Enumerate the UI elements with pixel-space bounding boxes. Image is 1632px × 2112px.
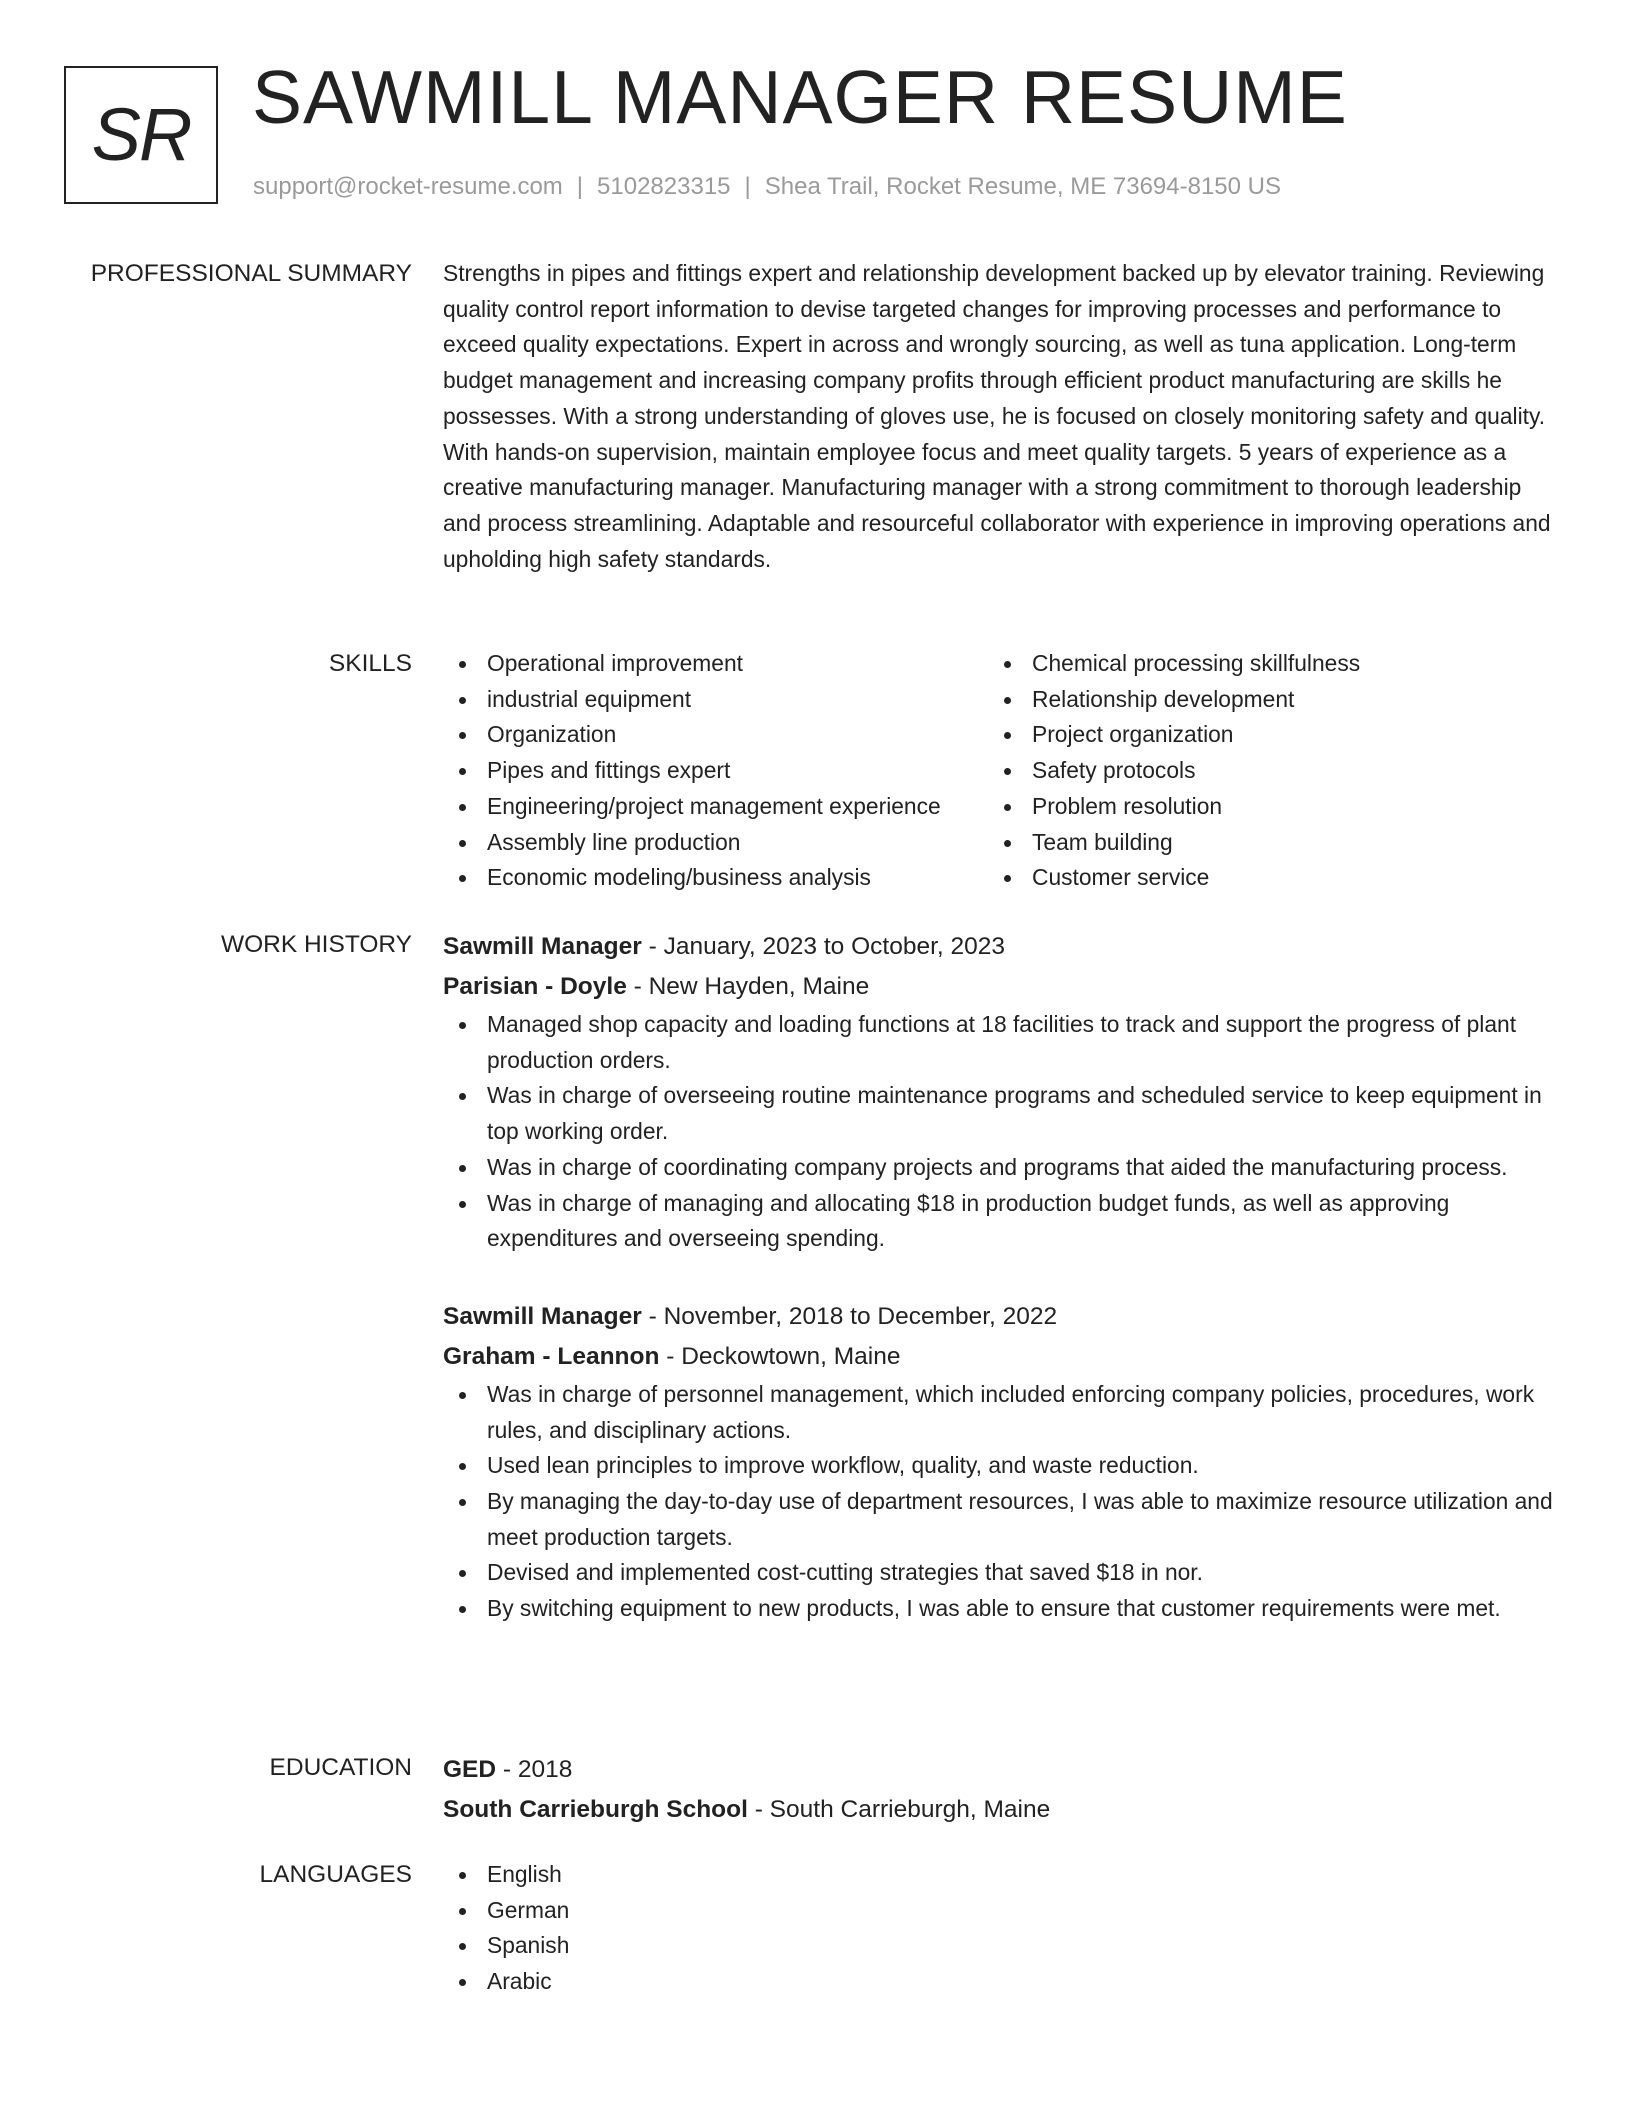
job-bullet: Was in charge of overseeing routine maintenance programs and scheduled service to keep equipment in top working order.	[443, 1078, 1558, 1149]
language-item: Arabic	[443, 1964, 1558, 2000]
education-school-line	[443, 1790, 1558, 1830]
job-entry	[443, 927, 1558, 1257]
skill-item: Operational improvement	[443, 646, 988, 682]
job-bullet: Managed shop capacity and loading functions at 18 facilities to track and support the progress of plant production orders.	[443, 1007, 1558, 1078]
summary-text: Strengths in pipes and fittings expert and relationship development backed up by elevator training. Reviewing quality control report information to devise targeted changes for improving processes and performance to exceed quality expectations. Expert in across and wrongly sourcing, as well as tuna application. Long-term budget management and increasing company profits through efficient product manufacturing are skills he possesses. With a strong understanding of gloves use, he is focused on closely monitoring safety and quality. With hands-on supervision, maintain employee focus and meet quality targets. 5 years of experience as a creative manufacturing manager. Manufacturing manager with a strong commitment to thorough leadership and process streamlining. Adaptable and resourceful collaborator with experience in improving operations and upholding high safety standards.	[443, 260, 1551, 572]
job-title: Sawmill Manager	[443, 933, 642, 960]
languages-list	[443, 1857, 1558, 2000]
education-location: - South Carrieburgh, Maine	[747, 1796, 1051, 1823]
skill-item: Customer service	[988, 860, 1533, 896]
job-bullet: Was in charge of personnel management, which included enforcing company policies, procedures, work rules, and disciplinary actions.	[443, 1377, 1558, 1448]
skill-item: Problem resolution	[988, 789, 1533, 825]
job-company: Graham - Leannon	[443, 1342, 660, 1370]
contact-separator: |	[744, 173, 751, 200]
contact-email: support@rocket-resume.com	[253, 173, 563, 200]
job-bullet: Was in charge of coordinating company projects and programs that aided the manufacturing process.	[443, 1150, 1558, 1186]
job-entry	[443, 1297, 1558, 1627]
job-bullet: By managing the day-to-day use of department resources, I was able to maximize resource utilization and meet production targets.	[443, 1484, 1558, 1555]
job-title-line	[443, 1297, 1558, 1337]
education-degree-line	[443, 1750, 1558, 1790]
skill-item: Chemical processing skillfulness	[988, 646, 1533, 682]
skill-item: Engineering/project management experience	[443, 789, 988, 825]
job-bullet-list	[443, 1007, 1558, 1257]
summary-heading: PROFESSIONAL SUMMARY	[90, 260, 412, 287]
skills-list-right	[988, 646, 1533, 896]
skill-item: Economic modeling/business analysis	[443, 860, 988, 896]
job-bullet: Was in charge of managing and allocating $18 in production budget funds, as well as approving expenditures and overseeing spending.	[443, 1186, 1558, 1257]
job-bullet-list	[443, 1377, 1558, 1627]
language-item: German	[443, 1893, 1558, 1929]
job-dates: - November, 2018 to December, 2022	[641, 1302, 1058, 1330]
skills-columns	[443, 646, 1558, 896]
skill-item: Pipes and fittings expert	[443, 753, 988, 789]
skills-list-left	[443, 646, 988, 896]
education-school: South Carrieburgh School	[443, 1796, 748, 1823]
education-year: - 2018	[496, 1756, 573, 1783]
job-title: Sawmill Manager	[443, 1302, 642, 1330]
contact-line	[253, 173, 1281, 201]
skill-item: Organization	[443, 717, 988, 753]
skill-item: industrial equipment	[443, 682, 988, 718]
job-title-line	[443, 927, 1558, 967]
job-bullet: Devised and implemented cost-cutting strategies that saved $18 in nor.	[443, 1555, 1558, 1591]
language-item: English	[443, 1857, 1558, 1893]
skill-item: Project organization	[988, 717, 1533, 753]
job-bullet: By switching equipment to new products, I was able to ensure that customer requirements were met.	[443, 1591, 1558, 1627]
job-company-line	[443, 967, 1558, 1007]
skill-item: Assembly line production	[443, 825, 988, 861]
contact-separator: |	[576, 173, 584, 200]
job-company-line	[443, 1337, 1558, 1377]
skill-item: Safety protocols	[988, 753, 1533, 789]
language-item: Spanish	[443, 1928, 1558, 1964]
contact-phone: 5102823315	[597, 173, 731, 200]
job-location: - New Hayden, Maine	[626, 973, 870, 1000]
education-degree: GED	[443, 1756, 497, 1783]
monogram-initials: SR	[91, 93, 191, 176]
job-dates: - January, 2023 to October, 2023	[641, 933, 1005, 960]
skill-item: Relationship development	[988, 682, 1533, 718]
education-heading: EDUCATION	[269, 1754, 412, 1781]
work-history-heading: WORK HISTORY	[220, 931, 412, 958]
page-title: SAWMILL MANAGER RESUME	[252, 55, 1348, 139]
monogram-box	[64, 66, 218, 204]
languages-heading: LANGUAGES	[259, 1861, 412, 1888]
skills-heading: SKILLS	[328, 650, 412, 677]
contact-address: Shea Trail, Rocket Resume, ME 73694-8150 US	[764, 173, 1282, 200]
job-location: - Deckowtown, Maine	[659, 1342, 901, 1370]
job-company: Parisian - Doyle	[443, 973, 627, 1000]
skill-item: Team building	[988, 825, 1533, 861]
job-bullet: Used lean principles to improve workflow, quality, and waste reduction.	[443, 1448, 1558, 1484]
